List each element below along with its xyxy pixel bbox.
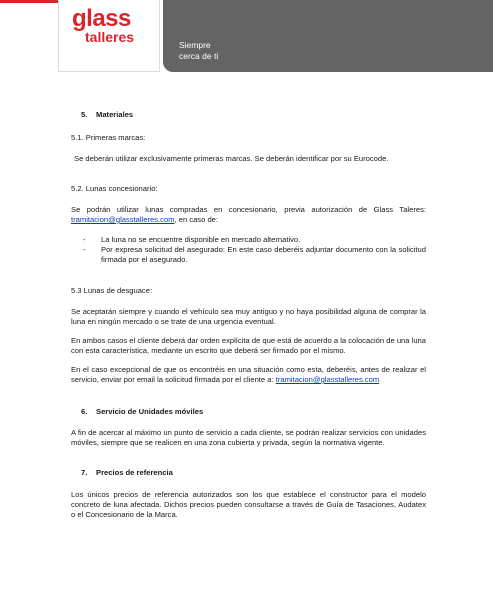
subsection-5-1-text: Se deberán utilizar exclusivamente primeras marcas. Se deberán identificar por su Eurocode. [74, 154, 389, 163]
section-6-heading [71, 407, 426, 417]
section-5-number: 5. [81, 110, 88, 119]
glass-talleres-logo [58, 0, 160, 72]
section-5-title: Materiales [96, 110, 134, 119]
document-body [71, 110, 426, 520]
list-item: - La luna no se encuentre disponible en mercado alternativo. [83, 235, 301, 244]
subsection-5-3-paragraph-2: En ambos casos el cliente deberá dar orden explícita de que está de acuerdo a la colocación de una luna con esta característica, mediante un escrito que deberá ser firmado por el mismo. [71, 336, 426, 355]
list-item: - Por expresa solicitud del asegurado: En este caso deberéis adjuntar documento con la solicitud firmada por el asegurado. [83, 245, 426, 264]
section-7-title: Precios de referencia [96, 468, 173, 477]
conditions-list [71, 235, 426, 265]
section-6-number: 6. [81, 407, 88, 416]
subsection-5-2-title: 5.2. Lunas concesionario: [71, 184, 158, 193]
subsection-5-2-text [71, 205, 426, 225]
subsection-5-2-text-before: Se podrán utilizar lunas compradas en concesionario, previa autorización de Glass Taleres: [71, 205, 426, 214]
subsection-5-3-paragraph-1: Se aceptarán siempre y cuando el vehículo sea muy antiguo y no haya posibilidad alguna de comprar la luna en ningún mercado o se trate de una urgencia eventual. [71, 307, 426, 326]
header-accent-strip [0, 0, 58, 3]
header-banner [163, 0, 493, 72]
section-7-text: Los únicos precios de referencia autorizados son los que establece el constructor para el modelo concreto de luna afectada. Dichos precios pueden consultarse a través de Guía de Tasaciones, Audatex o el Concesionario de la Marca. [71, 490, 426, 519]
section-7-number: 7. [81, 468, 88, 477]
list-item-text: La luna no se encuentre disponible en mercado alternativo. [101, 235, 301, 244]
section-6-text: A fin de acercar al máximo un punto de servicio a cada cliente, se podrán realizar servicios con unidades móviles, siempre que se realicen en una zona cubierta y privada, según la normativa vigente. [71, 428, 426, 447]
tagline-line1: Siempre [179, 40, 211, 50]
subsection-5-3-paragraph-3-text: En el caso excepcional de que os encontréis en una situación como esta, deberéis, antes de realizar el servicio, enviar por email la solicitud firmada por el cliente a: [71, 365, 426, 384]
logo-text-talleres: talleres [85, 29, 135, 45]
section-6-title: Servicio de Unidades móviles [96, 407, 204, 416]
tagline-line2: cerca de ti [179, 51, 219, 61]
subsection-5-3-paragraph-3 [71, 365, 426, 385]
subsection-5-1-title: 5.1. Primeras marcas: [71, 133, 146, 142]
subsection-5-2-text-after: , en caso de: [174, 215, 218, 224]
logo-text-glass: glass [72, 5, 131, 32]
tramitacion-email-link-2[interactable]: tramitacion@glasstalleres.com [275, 375, 380, 384]
subsection-5-3-title: 5.3 Lunas de desguace: [71, 286, 153, 295]
list-item-text: Por expresa solicitud del asegurado: En este caso deberéis adjuntar documento con la solicitud firmada por el asegurado. [101, 245, 426, 264]
page-header [0, 0, 493, 75]
tramitacion-email-link[interactable]: tramitacion@glasstalleres.com [71, 215, 175, 224]
section-7-heading [71, 468, 426, 478]
tagline [179, 40, 218, 62]
section-5-heading [71, 110, 426, 120]
